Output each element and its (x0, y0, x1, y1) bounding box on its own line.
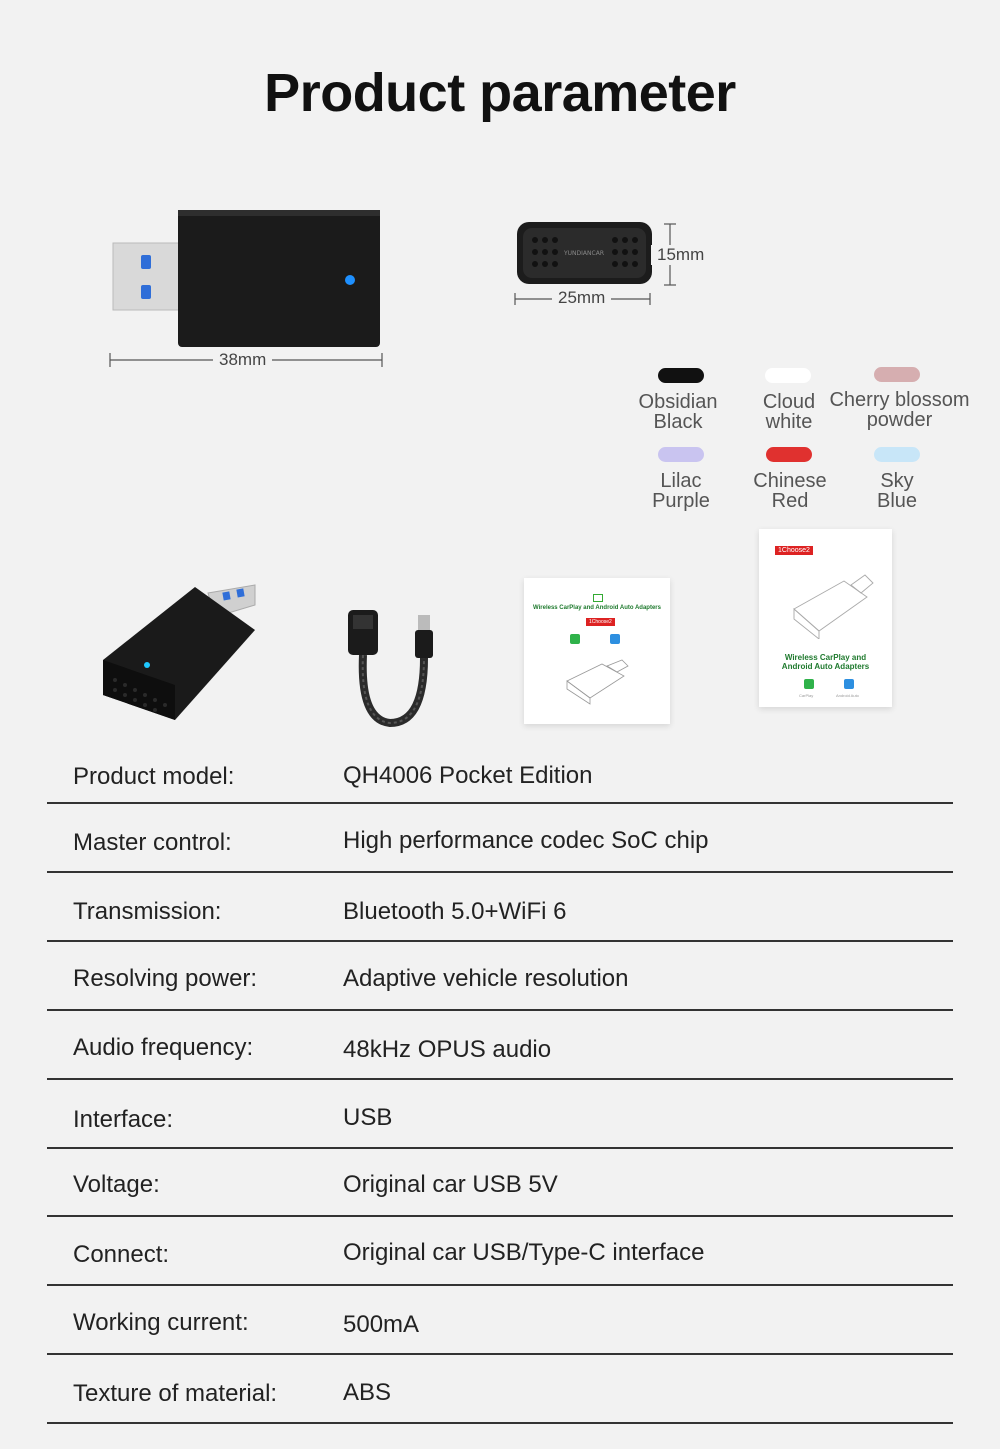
spec-row-audio-frequency (47, 1009, 953, 1080)
color-swatch-lilac-purple (658, 447, 704, 462)
length-dimension: 38mm (213, 350, 272, 370)
page-title: Product parameter (264, 63, 736, 123)
height-dimension: 15mm (651, 245, 710, 265)
carplay-icon (804, 679, 814, 689)
spec-value: Bluetooth 5.0+WiFi 6 (343, 898, 567, 925)
spec-row-voltage (47, 1146, 953, 1217)
dongle-sketch (562, 656, 632, 706)
color-label-sky-blue: Sky Blue (876, 470, 918, 512)
spec-value: Original car USB/Type-C interface (343, 1239, 705, 1266)
spec-label: Interface: (73, 1106, 174, 1133)
color-swatch-cloud-white (765, 368, 811, 383)
color-label-cherry-blossom: Cherry blossom powder (829, 389, 970, 431)
spec-label: Transmission: (73, 898, 222, 925)
spec-row-working-current (47, 1284, 953, 1355)
spec-value: USB (343, 1104, 393, 1131)
color-swatch-obsidian-black (658, 368, 704, 383)
spec-label: Working current: (73, 1309, 249, 1336)
android-auto-label: Android Auto (836, 693, 859, 698)
color-swatch-cherry-blossom (874, 367, 920, 382)
spec-row-transmission (47, 871, 953, 942)
carplay-label: CarPlay (799, 693, 814, 698)
spec-value: High performance codec SoC chip (343, 827, 709, 854)
color-label-lilac-purple: Lilac Purple (652, 470, 710, 512)
spec-value: 500mA (343, 1311, 420, 1338)
spec-value: QH4006 Pocket Edition (343, 762, 593, 789)
spec-value: Original car USB 5V (343, 1171, 558, 1198)
large-card-tag: 1Choose2 (775, 546, 813, 555)
color-label-obsidian-black: Obsidian Black (638, 391, 718, 433)
large-card-heading: Wireless CarPlay and Android Auto Adapters (781, 653, 870, 671)
spec-label: Audio frequency: (73, 1034, 254, 1061)
spec-label: Texture of material: (73, 1380, 278, 1407)
width-dimension: 25mm (552, 288, 611, 308)
carplay-icon (570, 634, 580, 644)
spec-row-interface (47, 1078, 953, 1149)
color-label-cloud-white: Cloud white (762, 391, 816, 433)
color-swatch-chinese-red (766, 447, 812, 462)
spec-label: Connect: (73, 1241, 170, 1268)
spec-label: Master control: (73, 829, 232, 856)
spec-row-resolving-power (47, 940, 953, 1011)
spec-value: 48kHz OPUS audio (343, 1036, 552, 1063)
manual-card-large (759, 529, 892, 707)
spec-label: Voltage: (73, 1171, 160, 1198)
spec-label: Resolving power: (73, 965, 258, 992)
spec-row-product-model (47, 733, 953, 804)
otg-cable-image (340, 605, 440, 730)
small-card-heading: Wireless CarPlay and Android Auto Adapters (533, 605, 661, 611)
color-swatch-sky-blue (874, 447, 920, 462)
spec-row-texture-of-material (47, 1353, 953, 1424)
brand-mark: YUNDIANCAR (564, 250, 604, 257)
dongle-angle-image (95, 575, 265, 725)
logo-icon (593, 594, 603, 602)
android-auto-icon (610, 634, 620, 644)
spec-value: ABS (343, 1379, 392, 1406)
dongle-sketch-large (789, 569, 874, 639)
manual-card-small (524, 578, 670, 724)
spec-label: Product model: (73, 763, 235, 790)
spec-row-connect (47, 1215, 953, 1286)
dongle-side-image (105, 200, 395, 375)
color-label-chinese-red: Chinese Red (753, 470, 827, 512)
spec-value: Adaptive vehicle resolution (343, 965, 629, 992)
android-auto-icon (844, 679, 854, 689)
spec-row-master-control (47, 802, 953, 873)
small-card-tag: 1Choose2 (586, 618, 615, 626)
